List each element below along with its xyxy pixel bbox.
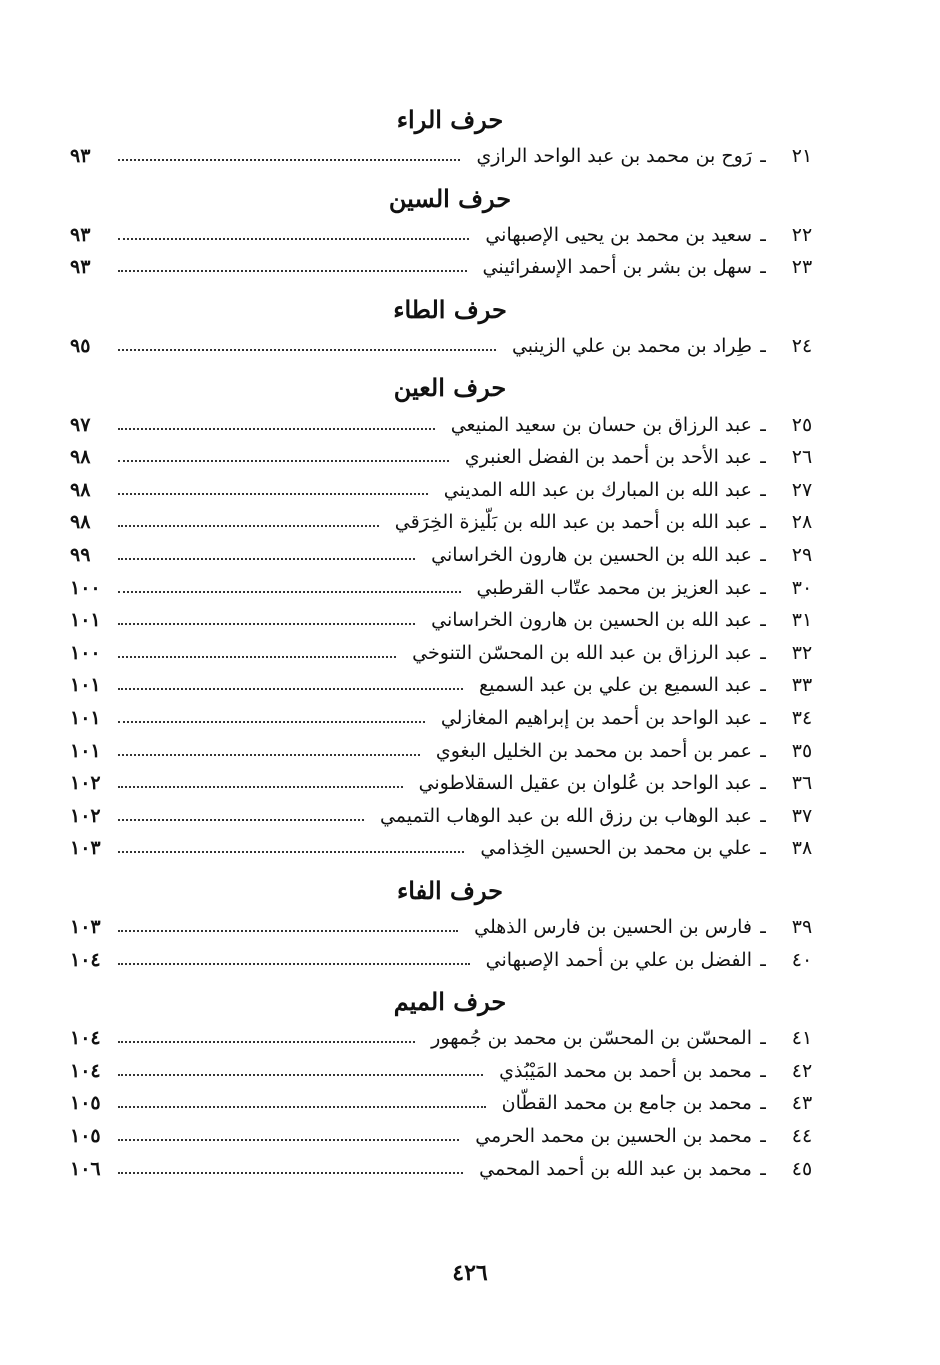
entry-dash: ـ (760, 641, 766, 664)
entry-page-number: ١٠٤ (70, 1027, 101, 1050)
entry-page-number: ١٠٢ (70, 804, 101, 827)
entry-page-number: ٩٣ (70, 223, 91, 246)
index-entry (70, 832, 830, 865)
entry-number: ٤٣ (791, 1092, 813, 1115)
entry-page-number: ١٠٤ (70, 948, 101, 971)
entry-number: ٤١ (791, 1027, 813, 1050)
entry-name: محمد بن أحمد بن محمد المَيْبُذي (499, 1059, 752, 1082)
section-heading: حرف الراء (396, 105, 504, 134)
entry-number: ٢٣ (791, 256, 813, 279)
entry-name: محمد بن الحسين بن محمد الحرمي (475, 1124, 752, 1147)
entry-page-number: ١٠٦ (70, 1157, 101, 1180)
entry-page-number: ٩٨ (70, 511, 91, 534)
dot-leader (118, 1139, 459, 1141)
entry-name: عمر بن أحمد بن محمد بن الخليل البغوي (435, 739, 752, 762)
entry-page-number: ١٠٣ (70, 915, 101, 938)
entry-name: عبد العزيز بن محمد عتّاب القرطبي (476, 576, 752, 599)
dot-leader (118, 656, 396, 658)
dot-leader (118, 623, 415, 625)
dot-leader (118, 349, 496, 351)
entry-dash: ـ (760, 1027, 766, 1050)
index-entry (70, 1054, 830, 1087)
entry-name: عبد الأحد بن أحمد بن الفضل العنبري (464, 446, 752, 469)
entry-page-number: ١٠٤ (70, 1059, 101, 1082)
entry-name: عبد الرزاق بن حسان بن سعيد المنيعي (450, 413, 752, 436)
entry-dash: ـ (760, 772, 766, 795)
index-entry (70, 669, 830, 702)
index-entry (70, 474, 830, 507)
entry-number: ٤٠ (791, 948, 813, 971)
entry-dash: ـ (760, 145, 766, 168)
entry-page-number: ١٠١ (70, 609, 101, 632)
entry-number: ٣٨ (791, 837, 813, 860)
entry-name: عبد الواحد بن أحمد بن إبراهيم المغازلي (440, 707, 752, 730)
entry-dash: ـ (760, 707, 766, 730)
entry-page-number: ٩٥ (70, 335, 91, 358)
entry-page-number: ٩٩ (70, 544, 91, 567)
entry-name: عبد الله بن الحسين بن هارون الخراساني (431, 609, 752, 632)
dot-leader (118, 1106, 486, 1108)
entry-page-number: ١٠٢ (70, 772, 101, 795)
index-entry (70, 1120, 830, 1153)
entry-page-number: ١٠٣ (70, 837, 101, 860)
entry-page-number: ٩٣ (70, 145, 91, 168)
entry-name: عبد الرزاق بن عبد الله بن المحسّن التنوخي (412, 641, 752, 664)
index-entry (70, 219, 830, 252)
entry-dash: ـ (760, 1059, 766, 1082)
entry-number: ٣١ (791, 609, 813, 632)
index-section (70, 179, 830, 284)
dot-leader (118, 493, 428, 495)
entry-name: عبد الواحد بن عُلوان بن عقيل السقلاطوني (418, 772, 752, 795)
entry-dash: ـ (760, 511, 766, 534)
dot-leader (118, 819, 364, 821)
entry-number: ٣٣ (791, 674, 813, 697)
index-entry (70, 539, 830, 572)
dot-leader (118, 591, 461, 593)
dot-leader (118, 1074, 483, 1076)
index-section (70, 368, 830, 864)
entry-name: عبد الوهاب بن رزق الله بن عبد الوهاب التميمي (379, 804, 752, 827)
entry-dash: ـ (760, 739, 766, 762)
entry-number: ٤٤ (791, 1124, 813, 1147)
entry-dash: ـ (760, 335, 766, 358)
dot-leader (118, 721, 425, 723)
entry-number: ٣٤ (791, 707, 813, 730)
index-entry (70, 943, 830, 976)
entry-name: عبد الله بن أحمد بن عبد الله بن بَلّيزة الخِرَقي (394, 511, 752, 534)
entry-name: الفضل بن علي بن أحمد الإصبهاني (485, 948, 752, 971)
index-entry (70, 637, 830, 670)
entry-page-number: ١٠١ (70, 674, 101, 697)
index-section (70, 100, 830, 173)
entry-dash: ـ (760, 804, 766, 827)
index-entry (70, 911, 830, 944)
index-entry (70, 1087, 830, 1120)
entry-dash: ـ (760, 446, 766, 469)
dot-leader (118, 525, 379, 527)
entry-dash: ـ (760, 223, 766, 246)
entry-number: ٢٦ (791, 446, 813, 469)
index-entry (70, 441, 830, 474)
page-number: ٤٢٦ (452, 1260, 488, 1286)
index-page (70, 100, 830, 1185)
entry-dash: ـ (760, 1092, 766, 1115)
entry-name: عبد الله بن الحسين بن هارون الخراساني (431, 544, 752, 567)
index-entry (70, 1152, 830, 1185)
index-entry (70, 702, 830, 735)
dot-leader (118, 1172, 463, 1174)
entry-dash: ـ (760, 915, 766, 938)
dot-leader (118, 930, 458, 932)
section-heading: حرف الفاء (396, 875, 504, 905)
dot-leader (118, 428, 435, 430)
entry-number: ٤٥ (791, 1157, 813, 1180)
dot-leader (118, 1041, 415, 1043)
entry-dash: ـ (760, 948, 766, 971)
entry-number: ٢١ (791, 145, 813, 168)
entry-number: ٣٠ (791, 576, 813, 599)
entry-page-number: ١٠٠ (70, 576, 101, 599)
index-entry (70, 140, 830, 173)
section-heading: حرف الميم (393, 986, 507, 1016)
entry-name: المحسّن بن المحسّن بن محمد بن جُمهور (431, 1027, 752, 1050)
index-section (70, 982, 830, 1185)
entry-page-number: ٩٨ (70, 478, 91, 501)
entry-dash: ـ (760, 544, 766, 567)
entry-name: علي بن محمد بن الحسين الخِذامي (480, 837, 752, 860)
dot-leader (118, 159, 460, 161)
entry-name: سهل بن بشر بن أحمد الإسفرائيني (482, 256, 752, 279)
index-entry (70, 571, 830, 604)
entry-dash: ـ (760, 256, 766, 279)
entry-page-number: ١٠٥ (70, 1092, 101, 1115)
dot-leader (118, 754, 420, 756)
entry-dash: ـ (760, 576, 766, 599)
dot-leader (118, 851, 464, 853)
entry-number: ٣٩ (791, 915, 813, 938)
section-heading: حرف الطاء (393, 294, 507, 324)
dot-leader (118, 688, 463, 690)
entry-number: ٢٢ (791, 223, 813, 246)
entry-name: عبد السميع بن علي بن عبد السميع (479, 674, 752, 697)
entry-name: فارس بن الحسين بن فارس الذهلي (474, 915, 752, 938)
index-entry (70, 734, 830, 767)
entry-number: ٣٧ (791, 804, 813, 827)
entry-page-number: ١٠١ (70, 707, 101, 730)
entry-page-number: ٩٧ (70, 413, 91, 436)
entry-dash: ـ (760, 1157, 766, 1180)
entry-page-number: ١٠٠ (70, 641, 101, 664)
entry-dash: ـ (760, 1124, 766, 1147)
index-entry (70, 604, 830, 637)
dot-leader (118, 460, 449, 462)
entry-page-number: ١٠٥ (70, 1124, 101, 1147)
entry-number: ٢٧ (791, 478, 813, 501)
entry-name: محمد بن جامع بن محمد القطّان (501, 1092, 752, 1115)
entry-number: ٢٥ (791, 413, 813, 436)
index-section (70, 290, 830, 363)
entry-number: ٢٤ (791, 335, 813, 358)
index-sections (70, 100, 830, 1185)
entry-dash: ـ (760, 478, 766, 501)
dot-leader (118, 270, 467, 272)
entry-name: محمد بن عبد الله بن أحمد المحمي (479, 1157, 752, 1180)
entry-page-number: ١٠١ (70, 739, 101, 762)
dot-leader (118, 558, 415, 560)
entry-name: سعيد بن محمد بن يحيى الإصبهاني (485, 223, 752, 246)
dot-leader (118, 963, 470, 965)
index-entry (70, 1022, 830, 1055)
entry-name: رَوح بن محمد بن عبد الواحد الرازي (476, 145, 752, 168)
entry-dash: ـ (760, 413, 766, 436)
entry-name: عبد الله بن المبارك بن عبد الله المديني (443, 478, 752, 501)
entry-dash: ـ (760, 609, 766, 632)
index-entry (70, 251, 830, 284)
entry-number: ٤٢ (791, 1059, 813, 1082)
dot-leader (118, 786, 403, 788)
entry-number: ٣٦ (791, 772, 813, 795)
entry-number: ٢٨ (791, 511, 813, 534)
index-section (70, 871, 830, 976)
index-entry (70, 330, 830, 363)
index-entry (70, 767, 830, 800)
entry-name: طِراد بن محمد بن علي الزينبي (511, 335, 752, 358)
entry-number: ٣٥ (791, 739, 813, 762)
entry-dash: ـ (760, 674, 766, 697)
entry-number: ٣٢ (791, 641, 813, 664)
section-heading: حرف السين (388, 183, 512, 213)
entry-number: ٢٩ (791, 544, 813, 567)
entry-page-number: ٩٨ (70, 446, 91, 469)
index-entry (70, 506, 830, 539)
dot-leader (118, 238, 469, 240)
index-entry (70, 408, 830, 441)
section-heading: حرف العين (393, 373, 507, 403)
entry-dash: ـ (760, 837, 766, 860)
entry-page-number: ٩٣ (70, 256, 91, 279)
index-entry (70, 800, 830, 833)
